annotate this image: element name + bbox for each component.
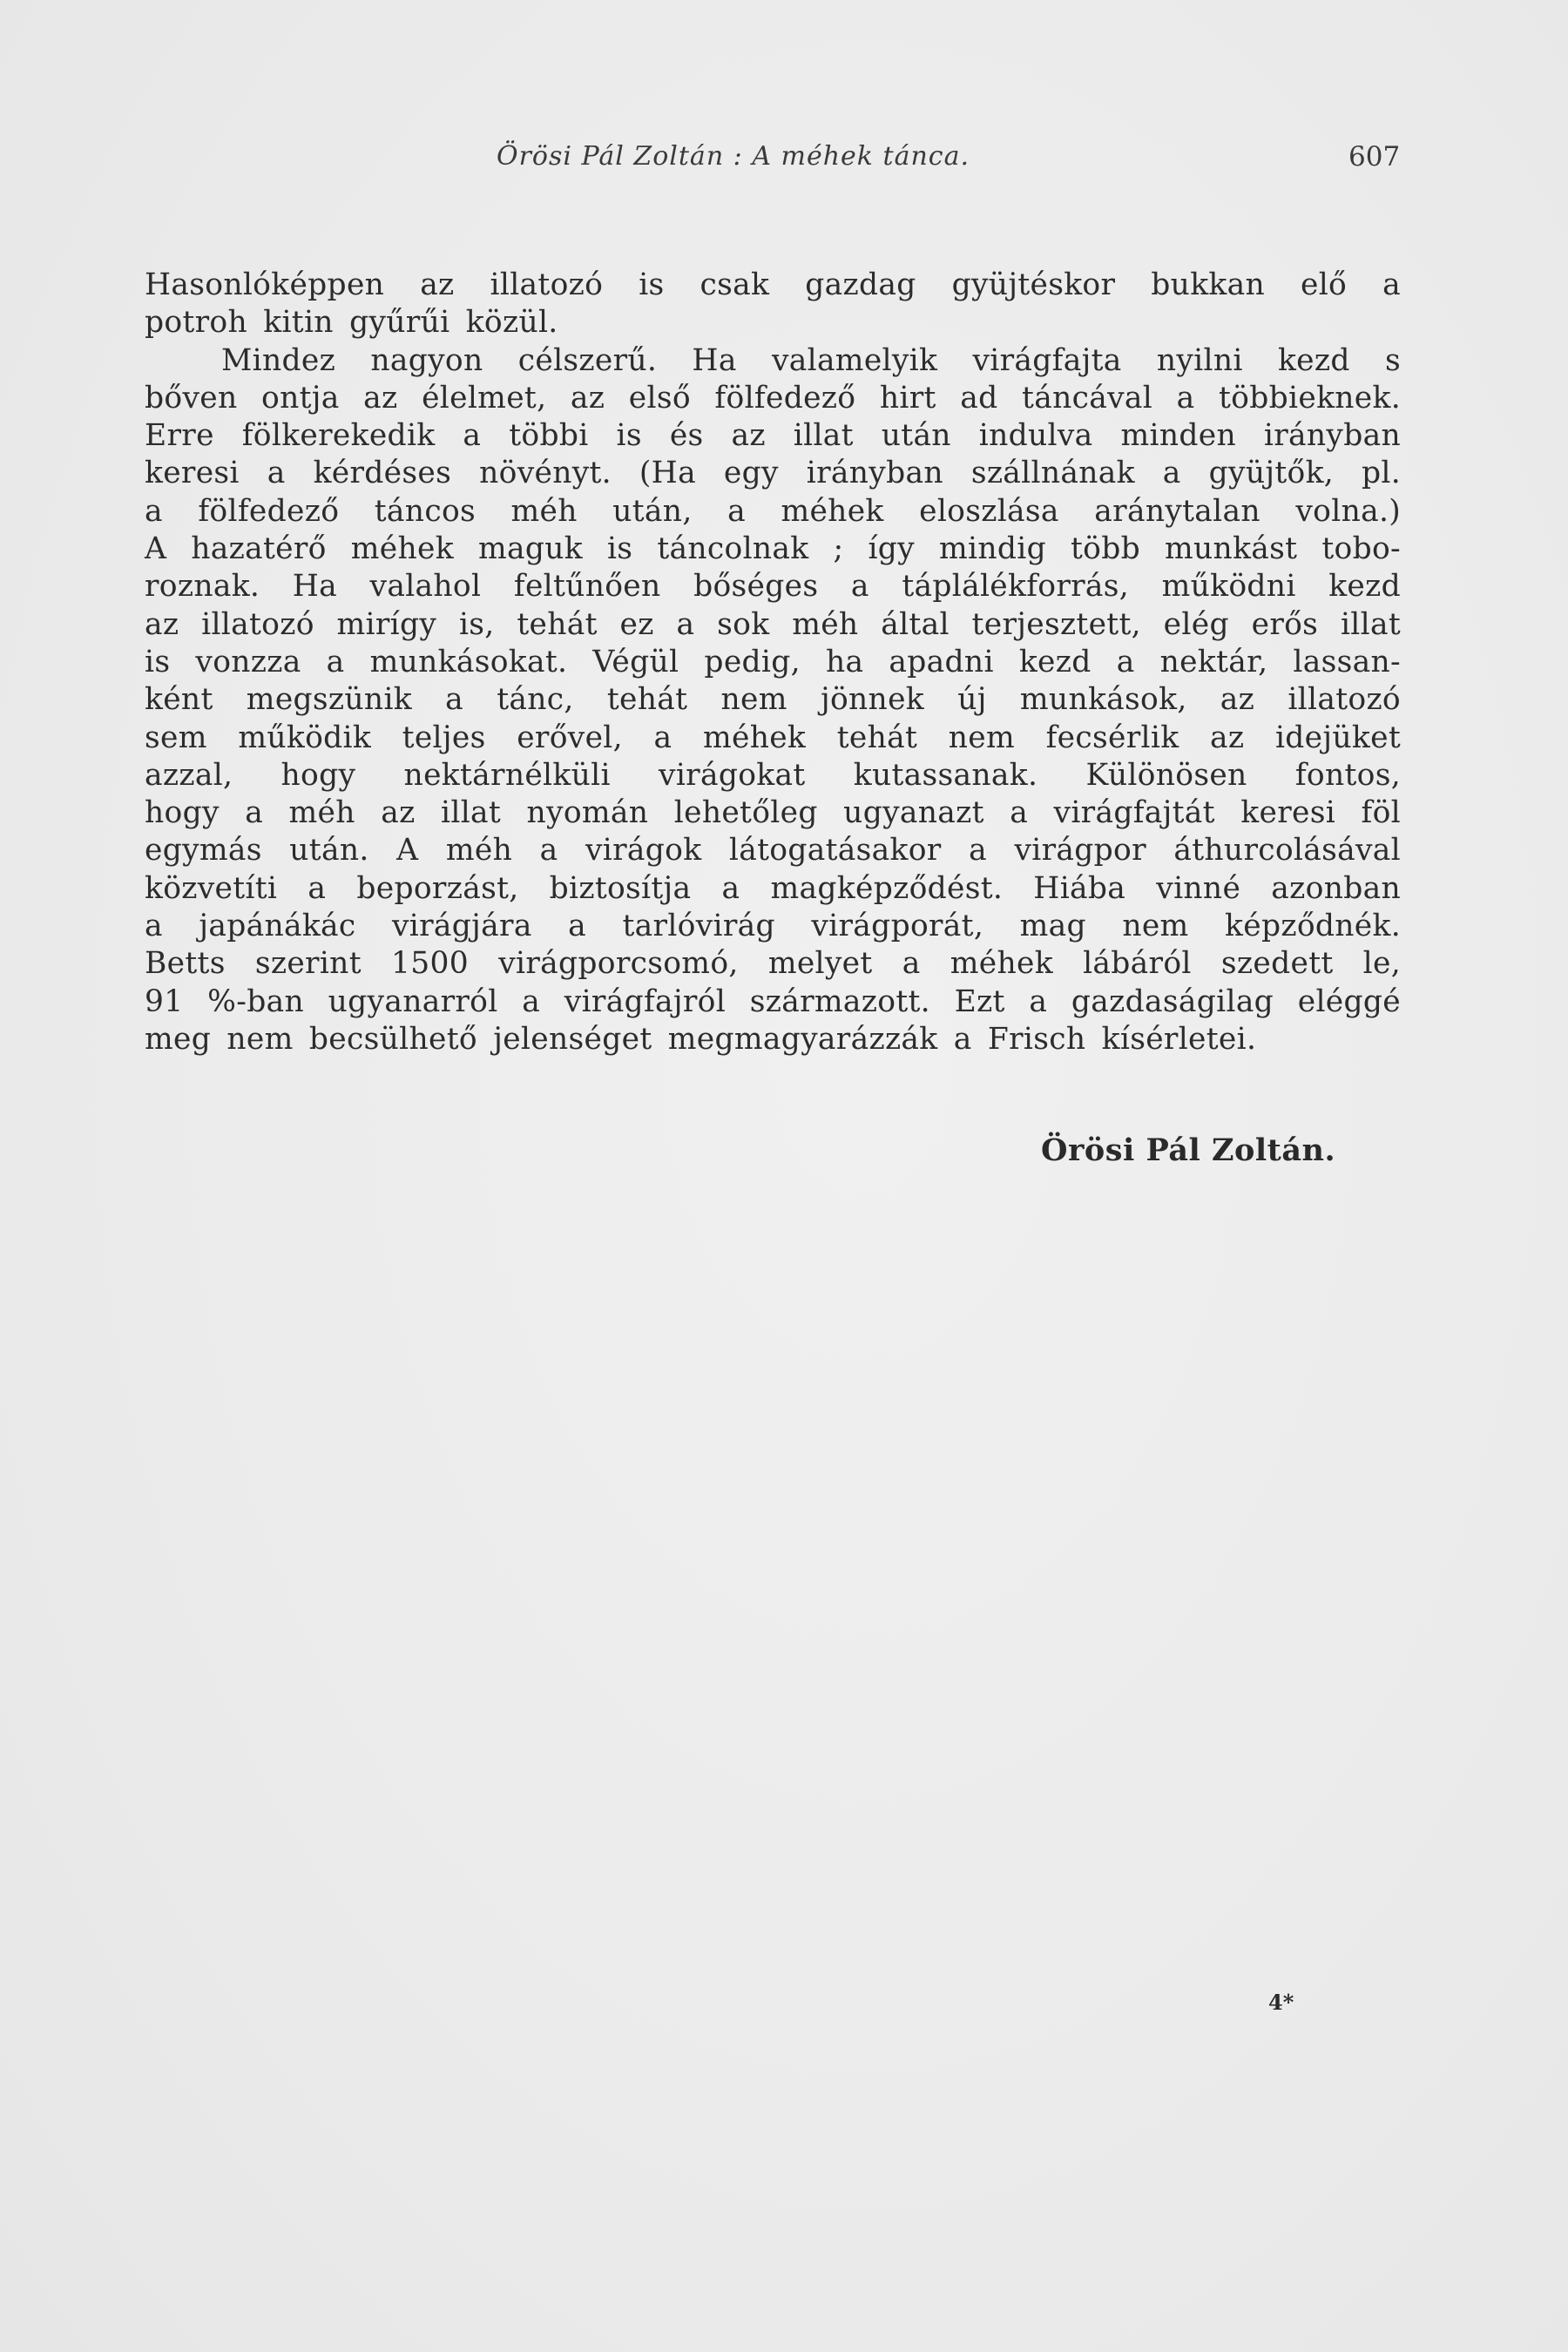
page-number: 607 [1348,141,1401,172]
text-line: hogy a méh az illat nyomán lehetőleg ugyanazt a virágfajtát keresi föl [145,795,1401,831]
text-line: Betts szerint 1500 virágporcsomó, melyet a méhek lábáról szedett le, [145,946,1401,982]
article-body [145,267,1401,1058]
running-head [0,141,1568,176]
text-line: közvetíti a beporzást, biztosítja a magképződést. Hiába vinné azonban [145,870,1401,906]
text-line: potroh kitin gyűrűi közül. [145,305,558,341]
text-line: a fölfedező táncos méh után, a méhek eloszlása aránytalan volna.) [145,493,1401,529]
text-line: azzal, hogy nektárnélküli virágokat kutassanak. Különösen fontos, [145,757,1401,793]
author-signature: Örösi Pál Zoltán. [1041,1132,1336,1168]
running-title: Örösi Pál Zoltán : A méhek tánca. [497,141,970,172]
text-line: az illatozó mirígy is, tehát ez a sok méh által terjesztett, elég erős illat [145,606,1401,642]
text-line: Hasonlóképpen az illatozó is csak gazdag gyüjtéskor bukkan elő a [145,267,1401,302]
text-line: bőven ontja az élelmet, az első fölfedező hirt ad táncával a többieknek. [145,380,1401,416]
text-line: meg nem becsülhető jelenséget megmagyarázzák a Frisch kísérletei. [145,1021,1257,1057]
text-line: 91 %-ban ugyanarról a virágfajról származott. Ezt a gazdaságilag eléggé [145,983,1401,1019]
text-line: ként megszünik a tánc, tehát nem jönnek új munkások, az illatozó [145,682,1401,718]
text-line: egymás után. A méh a virágok látogatásakor a virágpor áthurcolásával [145,833,1401,868]
signature-mark: 4* [1268,1990,1294,2015]
text-line: A hazatérő méhek maguk is táncolnak ; így mindig több munkást tobo- [145,531,1401,567]
text-line: keresi a kérdéses növényt. (Ha egy irányban szállnának a gyüjtők, pl. [145,456,1401,491]
text-line: a japánákác virágjára a tarlóvirág virágporát, mag nem képződnék. [145,909,1401,944]
text-line: sem működik teljes erővel, a méhek tehát nem fecsérlik az idejüket [145,720,1401,755]
text-line: roznak. Ha valahol feltűnően bőséges a táplálékforrás, működni kezd [145,569,1401,605]
text-line: Mindez nagyon célszerű. Ha valamelyik virágfajta nyilni kezd s [221,342,1401,378]
text-line: Erre fölkerekedik a többi is és az illat után indulva minden irányban [145,418,1401,454]
text-line: is vonzza a munkásokat. Végül pedig, ha apadni kezd a nektár, lassan- [145,644,1401,679]
